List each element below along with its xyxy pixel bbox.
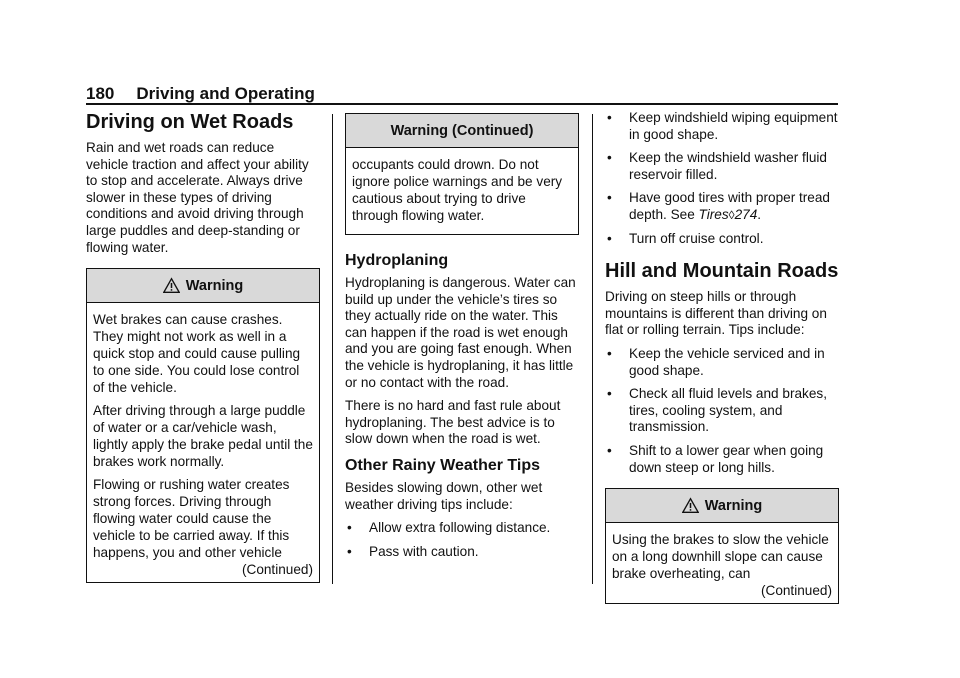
warning-header bbox=[87, 269, 319, 303]
warning-body bbox=[87, 303, 319, 582]
hill-roads-intro: Driving on steep hills or through mountains is different than driving on flat or rolling terrain. Tips include: bbox=[605, 289, 827, 338]
warning-header bbox=[606, 489, 838, 523]
warning-paragraph: Flowing or rushing water creates strong forces. Driving through flowing water could cause the vehicle to be carried away. If this happens, you and other vehicle bbox=[93, 477, 290, 561]
column-divider bbox=[592, 114, 593, 584]
section-title-hill-roads: Hill and Mountain Roads bbox=[605, 260, 839, 283]
bullet: • bbox=[607, 345, 612, 361]
wet-roads-intro: Rain and wet roads can reduce vehicle traction and affect your ability to stop and accelerate. Always drive slower in these types of driving conditions and avoid driving through large puddles and deep-standing or flowing water. bbox=[86, 140, 309, 255]
column-3 bbox=[605, 110, 839, 604]
tires-page-ref[interactable]: 274 bbox=[734, 206, 758, 222]
page-header bbox=[86, 84, 838, 104]
warning-title: Warning bbox=[704, 497, 763, 514]
list-item: • Check all fluid levels and brakes, tires, cooling system, and transmission. bbox=[607, 386, 827, 435]
list-item: • Pass with caution. bbox=[347, 543, 479, 559]
header-rule bbox=[86, 103, 838, 105]
page-number: 180 bbox=[86, 84, 115, 103]
bullet: • bbox=[347, 520, 352, 536]
list-item: • Keep the vehicle serviced and in good shape. bbox=[607, 345, 825, 378]
warning-body bbox=[606, 523, 838, 603]
warning-box-wet-brakes bbox=[86, 268, 320, 583]
list-item: • Allow extra following distance. bbox=[347, 520, 551, 536]
column-divider bbox=[332, 114, 333, 584]
section-title-rainy-tips: Other Rainy Weather Tips bbox=[345, 456, 541, 474]
list-item: • Keep the windshield washer fluid reservoir filled. bbox=[607, 150, 827, 182]
rainy-tips-intro: Besides slowing down, other wet weather driving tips include: bbox=[345, 479, 543, 512]
list-item: • Keep windshield wiping equipment in good shape. bbox=[607, 110, 838, 142]
list-item: • Shift to a lower gear when going down steep or long hills. bbox=[607, 442, 824, 475]
warning-icon bbox=[682, 497, 699, 514]
bullet: • bbox=[607, 110, 612, 125]
continued-label: (Continued) bbox=[241, 562, 313, 578]
section-title-wet-roads: Driving on Wet Roads bbox=[86, 111, 294, 133]
warning-box-continued bbox=[345, 113, 579, 235]
bullet: • bbox=[607, 442, 612, 458]
warning-paragraph: Wet brakes can cause crashes. They might not work as well in a quick stop and could cause pulling to one side. You could lose control of the vehicle. bbox=[93, 312, 301, 396]
warning-icon bbox=[163, 277, 180, 294]
warning-box-brake-overheating bbox=[605, 488, 839, 604]
warning-header: Warning (Continued) bbox=[346, 114, 578, 148]
bullet: • bbox=[607, 150, 612, 166]
bullet: • bbox=[607, 230, 612, 246]
tires-link[interactable]: Tires bbox=[698, 206, 729, 222]
continued-label: (Continued) bbox=[760, 583, 832, 599]
warning-paragraph: After driving through a large puddle of water or a car/vehicle wash, lightly apply the brake pedal until the brakes work normally. bbox=[93, 403, 313, 470]
column-2 bbox=[345, 110, 579, 567]
hydroplaning-paragraph: Hydroplaning is dangerous. Water can build up under the vehicle’s tires so they actually ride on the water. This can happen if the road is wet enough and you are going fast enough. When the vehicle is hydroplaning, it has little or no contact with the road. bbox=[345, 275, 576, 390]
bullet: • bbox=[347, 543, 352, 559]
hydroplaning-paragraph: There is no hard and fast rule about hydroplaning. The best advice is to slow down when the road is wet. bbox=[345, 398, 561, 447]
warning-paragraph: occupants could drown. Do not ignore police warnings and be very cautious about trying to drive through flowing water. bbox=[352, 157, 563, 223]
list-item: • Have good tires with proper tread depth. See Tires◊274. bbox=[607, 190, 830, 222]
list-item: • Turn off cruise control. bbox=[607, 230, 764, 246]
column-1 bbox=[86, 110, 320, 583]
section-title-hydroplaning: Hydroplaning bbox=[345, 252, 449, 269]
bullet: • bbox=[607, 190, 612, 206]
warning-title: Warning bbox=[185, 277, 244, 294]
warning-body bbox=[346, 148, 578, 234]
bullet: • bbox=[607, 386, 612, 402]
page-ref-icon: ◊ bbox=[728, 207, 735, 222]
chapter-title: Driving and Operating bbox=[136, 84, 315, 103]
warning-paragraph: Using the brakes to slow the vehicle on a long downhill slope can cause brake overheating, can bbox=[612, 532, 829, 582]
